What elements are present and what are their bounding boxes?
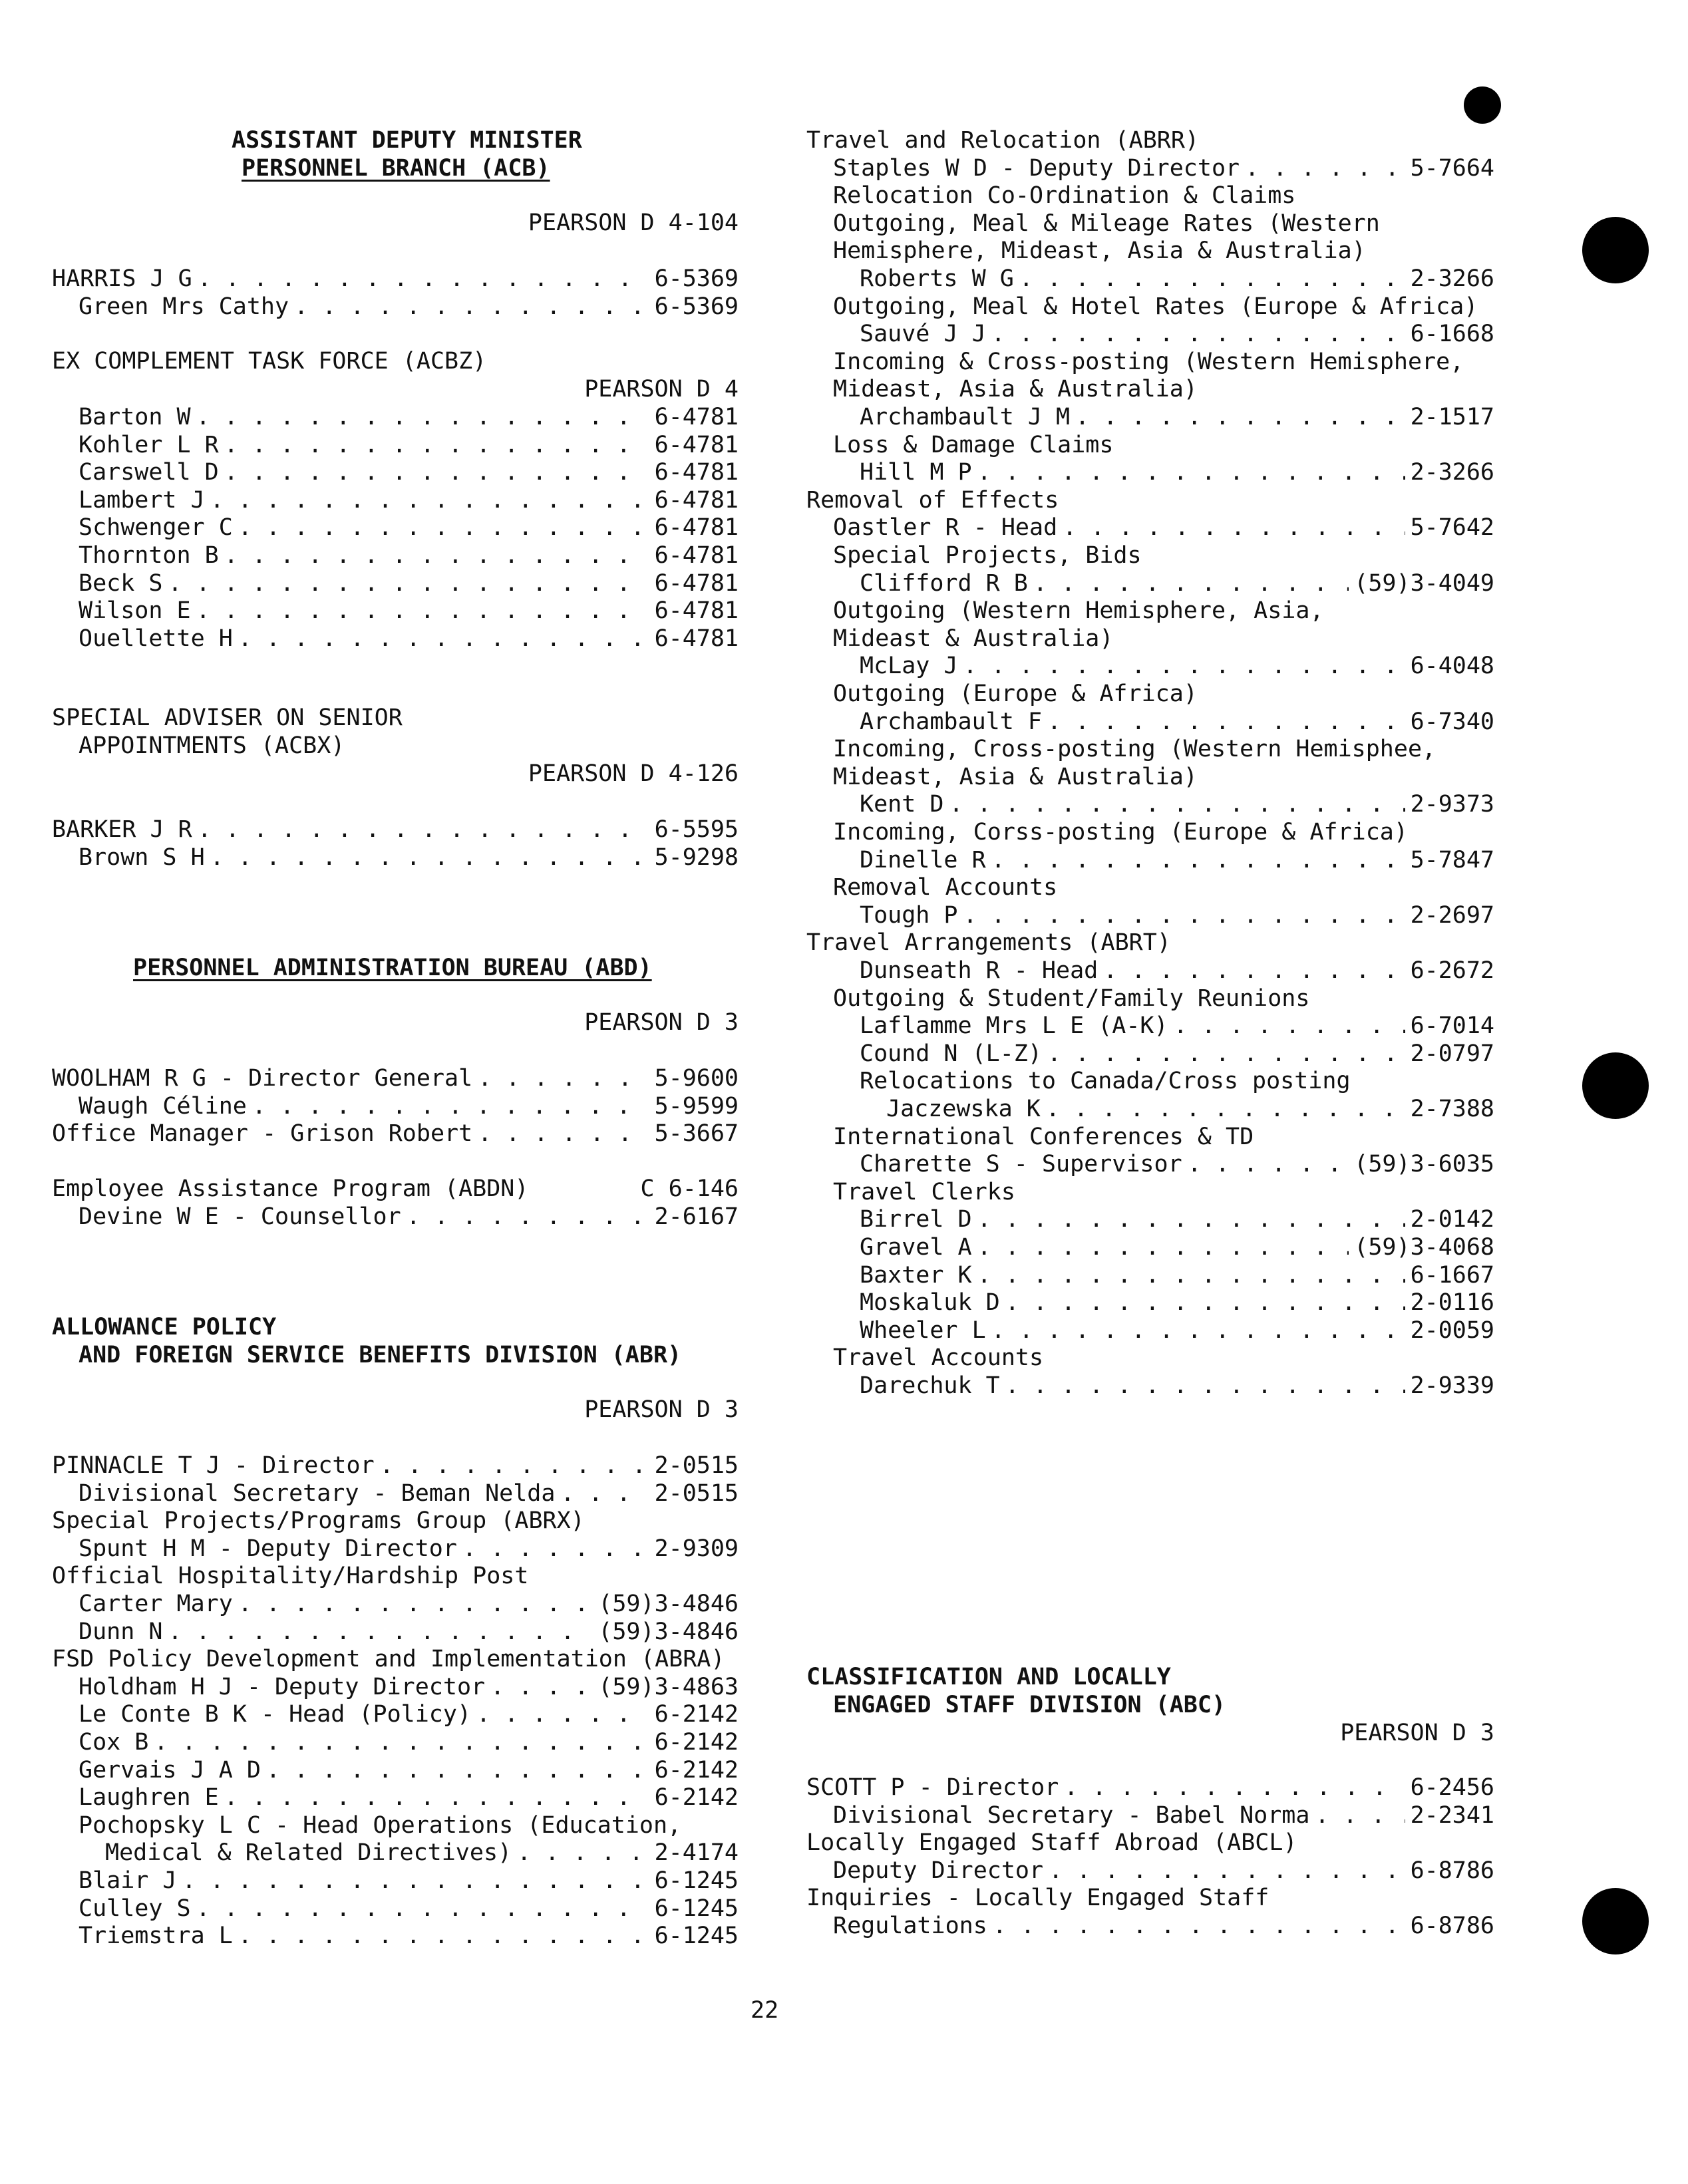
- abc-title-line-1: CLASSIFICATION AND LOCALLY: [806, 1664, 1171, 1690]
- adm-location: PEARSON D 4-104: [528, 210, 739, 236]
- entry-phone: 2-3266: [1410, 265, 1494, 292]
- entry-name: Divisional Secretary - Babel Norma: [833, 1801, 1310, 1829]
- eap-label: Employee Assistance Program (ABDN): [52, 1175, 529, 1202]
- sas-location: PEARSON D 4-126: [528, 760, 739, 787]
- entry-name: Clifford R B: [860, 569, 1028, 597]
- list-item: [860, 901, 1494, 929]
- binder-hole: [1582, 217, 1649, 283]
- entry-name: Inquiries - Locally Engaged Staff: [806, 1885, 1269, 1912]
- entry-name: BARKER J R: [52, 816, 192, 843]
- list-item: [806, 1884, 1494, 1912]
- list-item: [79, 1784, 739, 1811]
- entry-phone: (59)3-4049: [1354, 569, 1494, 597]
- abr-title-line-2: AND FOREIGN SERVICE BENEFITS DIVISION (ABR): [79, 1342, 682, 1368]
- eap-entry: [79, 1203, 739, 1231]
- entry-name: Gervais J A D: [79, 1756, 261, 1784]
- entry-name: Special Projects/Programs Group (ABRX): [52, 1507, 585, 1535]
- entry-name: McLay J: [860, 653, 958, 680]
- entry-name: Mideast, Asia & Australia): [833, 376, 1198, 403]
- entry-name: Dunn N: [79, 1618, 163, 1645]
- entry-phone: 2-0797: [1410, 1040, 1494, 1067]
- list-item: [860, 1317, 1494, 1344]
- list-item: [833, 625, 1494, 653]
- entry-name: Loss & Damage Claims: [833, 431, 1114, 458]
- list-item: [860, 265, 1494, 293]
- entry-name: Triemstra L: [79, 1923, 233, 1950]
- entry-phone: 6-1245: [654, 1923, 739, 1950]
- entry-phone: 6-2142: [654, 1701, 739, 1728]
- list-item: [79, 403, 739, 431]
- entry-phone: 2-6167: [654, 1203, 739, 1230]
- pab-location: PEARSON D 3: [584, 1009, 739, 1036]
- entry-phone: (59)3-4846: [598, 1618, 739, 1645]
- entry-phone: 5-9298: [654, 844, 739, 871]
- entry-name: Dinelle R: [860, 846, 986, 873]
- list-item: [79, 293, 739, 321]
- entry-phone: 2-9373: [1410, 791, 1494, 818]
- entry-name: Archambault J M: [860, 404, 1071, 430]
- entry-name: Outgoing, Meal & Mileage Rates (Western: [833, 210, 1380, 237]
- list-item: [79, 1673, 739, 1701]
- entry-phone: 6-1245: [654, 1895, 739, 1922]
- entry-name: Outgoing (Europe & Africa): [833, 681, 1198, 707]
- list-item: [79, 1618, 739, 1646]
- entry-name: Incoming, Corss-posting (Europe & Africa): [833, 819, 1408, 846]
- entry-name: Incoming, Cross-posting (Western Hemisphee,: [833, 736, 1436, 763]
- entry-name: Birrel D: [860, 1206, 972, 1233]
- entry-name: Green Mrs Cathy: [79, 293, 289, 320]
- entry-phone: 6-4781: [654, 625, 739, 652]
- entry-name: Jaczewska K: [886, 1096, 1041, 1122]
- list-item: [833, 514, 1494, 542]
- entry-name: Outgoing (Western Hemisphere, Asia,: [833, 597, 1324, 625]
- entry-name: Beck S: [79, 569, 163, 597]
- list-item: [833, 873, 1494, 901]
- entry-name: Hemisphere, Mideast, Asia & Australia): [833, 237, 1366, 265]
- list-item: [860, 403, 1494, 431]
- entry-name: Deputy Director: [833, 1857, 1044, 1884]
- entry-phone: 2-1517: [1410, 404, 1494, 430]
- abr-title-line-1: ALLOWANCE POLICY: [52, 1314, 277, 1340]
- entry-name: Thornton B: [79, 542, 219, 569]
- list-item: [860, 957, 1494, 985]
- page-number: 22: [751, 1997, 779, 2024]
- entry-name: Kohler L R: [79, 431, 219, 458]
- entry-phone: 5-7847: [1410, 846, 1494, 873]
- list-item: [860, 846, 1494, 874]
- left-column: [52, 0, 739, 1982]
- entry-phone: 6-1667: [1410, 1261, 1494, 1289]
- list-item: [79, 542, 739, 569]
- list-item: [833, 348, 1494, 376]
- entry-phone: 6-2142: [654, 1784, 739, 1811]
- right-column: [806, 0, 1494, 1982]
- entry-name: Blair J: [79, 1867, 177, 1894]
- entry-phone: 6-1668: [1410, 321, 1494, 348]
- entry-phone: 6-8786: [1410, 1857, 1494, 1884]
- entry-phone: 2-3266: [1410, 459, 1494, 486]
- entry-phone: 6-4781: [654, 569, 739, 597]
- entry-name: Divisional Secretary - Beman Nelda: [79, 1480, 556, 1507]
- abc-title-line-2: ENGAGED STAFF DIVISION (ABC): [833, 1692, 1226, 1718]
- entry-name: WOOLHAM R G - Director General: [52, 1065, 473, 1092]
- entry-phone: 2-0059: [1410, 1317, 1494, 1344]
- entry-name: Holdham H J - Deputy Director: [79, 1673, 486, 1700]
- list-item: [833, 375, 1494, 403]
- list-item: [79, 1728, 739, 1756]
- list-item: [833, 1801, 1494, 1829]
- list-item: [52, 816, 739, 844]
- binder-hole: [1464, 86, 1501, 124]
- list-item: [833, 985, 1494, 1013]
- list-item: [833, 1857, 1494, 1885]
- entry-name: Lambert J: [79, 486, 205, 514]
- list-item: [833, 210, 1494, 237]
- entry-phone: 6-4781: [654, 459, 739, 486]
- list-item: [860, 652, 1494, 680]
- list-item: [833, 293, 1494, 321]
- entry-phone: 6-1245: [654, 1867, 739, 1894]
- list-item: [79, 1480, 739, 1507]
- entry-name: FSD Policy Development and Implementation (ABRA): [52, 1646, 725, 1673]
- sas-title-line-2: APPOINTMENTS (ACBX): [79, 732, 345, 759]
- entry-phone: 6-4781: [654, 404, 739, 430]
- entry-phone: 6-5369: [654, 265, 739, 292]
- entry-name: Kent D: [860, 791, 944, 818]
- entry-name: Travel Arrangements (ABRT): [806, 929, 1171, 957]
- entry-phone: 5-7642: [1410, 514, 1494, 542]
- entry-name: Oastler R - Head: [833, 514, 1058, 542]
- list-item: [52, 1452, 739, 1480]
- list-item: [860, 569, 1494, 597]
- binder-hole: [1582, 1052, 1649, 1119]
- list-item: [52, 1645, 739, 1673]
- list-item: [860, 1012, 1494, 1040]
- entry-name: Darechuk T: [860, 1372, 1000, 1399]
- list-item: [79, 486, 739, 514]
- entry-name: Official Hospitality/Hardship Post: [52, 1563, 529, 1590]
- entry-name: Moskaluk D: [860, 1289, 1000, 1317]
- list-item: [860, 790, 1494, 818]
- list-item: [79, 514, 739, 542]
- list-item: [806, 929, 1494, 957]
- adm-title-line-2: PERSONNEL BRANCH (ACB): [242, 155, 550, 182]
- entry-phone: 6-4781: [654, 514, 739, 542]
- pab-title: PERSONNEL ADMINISTRATION BUREAU (ABD): [133, 955, 652, 981]
- entry-phone: 2-2341: [1410, 1801, 1494, 1829]
- list-item: [860, 1233, 1494, 1261]
- entry-name: Laflamme Mrs L E (A-K): [860, 1013, 1168, 1040]
- list-item: [79, 844, 739, 871]
- list-item: [860, 1040, 1494, 1068]
- sas-title-line-1: SPECIAL ADVISER ON SENIOR: [52, 704, 403, 731]
- entry-name: Baxter K: [860, 1261, 972, 1289]
- list-item: [79, 1535, 739, 1563]
- list-item: [52, 265, 739, 293]
- list-item: [833, 763, 1494, 791]
- list-item: [52, 1120, 739, 1148]
- entry-phone: 2-4174: [654, 1839, 739, 1867]
- list-item: [79, 1756, 739, 1784]
- entry-name: Removal Accounts: [833, 874, 1058, 901]
- entry-name: Incoming & Cross-posting (Western Hemisphere,: [833, 348, 1464, 375]
- entry-name: Wilson E: [79, 597, 191, 625]
- entry-name: Spunt H M - Deputy Director: [79, 1535, 457, 1562]
- list-item: [52, 1064, 739, 1092]
- entry-phone: 6-5595: [654, 816, 739, 843]
- entry-name: Cound N (L-Z): [860, 1040, 1042, 1067]
- list-item: [860, 320, 1494, 348]
- list-item: [833, 1123, 1494, 1151]
- entry-phone: 2-0116: [1410, 1289, 1494, 1317]
- excomp-title: EX COMPLEMENT TASK FORCE (ACBZ): [52, 348, 487, 375]
- entry-name: International Conferences & TD: [833, 1123, 1254, 1150]
- entry-name: Mideast, Asia & Australia): [833, 763, 1198, 790]
- entry-name: Removal of Effects: [806, 486, 1059, 514]
- list-item: [79, 625, 739, 653]
- list-item: [860, 1289, 1494, 1317]
- list-item: [860, 1261, 1494, 1289]
- list-item: [79, 1700, 739, 1728]
- entry-name: Devine W E - Counsellor: [79, 1203, 401, 1230]
- entry-name: Cox B: [79, 1729, 149, 1756]
- entry-name: Dunseath R - Head: [860, 957, 1098, 984]
- entry-phone: (59)3-6035: [1354, 1151, 1494, 1178]
- list-item: [860, 458, 1494, 486]
- entry-name: Brown S H: [79, 844, 205, 871]
- excomp-location: PEARSON D 4: [584, 376, 739, 402]
- binder-hole: [1582, 1888, 1649, 1954]
- abc-location: PEARSON D 3: [1340, 1720, 1494, 1746]
- entry-phone: 2-7388: [1410, 1096, 1494, 1122]
- list-item: [833, 182, 1494, 210]
- list-item: [860, 1067, 1494, 1095]
- entry-name: Archambault F: [860, 708, 1042, 735]
- entry-phone: 6-4781: [654, 542, 739, 569]
- entry-name: Waugh Céline: [79, 1092, 247, 1120]
- entry-name: Relocation Co-Ordination & Claims: [833, 182, 1296, 210]
- list-item: [52, 1562, 739, 1590]
- entry-phone: 6-2142: [654, 1756, 739, 1784]
- entry-name: Mideast & Australia): [833, 625, 1114, 652]
- list-item: [833, 154, 1494, 182]
- entry-phone: 5-9599: [654, 1092, 739, 1120]
- list-item: [79, 1922, 739, 1950]
- entry-phone: 6-4048: [1410, 653, 1494, 680]
- entry-phone: 6-4781: [654, 597, 739, 625]
- list-item: [79, 1590, 739, 1618]
- entry-name: Staples W D - Deputy Director: [833, 154, 1240, 182]
- abr-location: PEARSON D 3: [584, 1396, 739, 1423]
- list-item: [833, 1344, 1494, 1372]
- entry-name: Travel Clerks: [833, 1178, 1015, 1205]
- eap-location: C 6-146: [640, 1175, 739, 1202]
- entry-name: Tough P: [860, 901, 958, 929]
- entry-phone: 2-9339: [1410, 1372, 1494, 1399]
- entry-phone: 6-4781: [654, 431, 739, 458]
- entry-name: PINNACLE T J - Director: [52, 1452, 375, 1479]
- entry-phone: 2-2697: [1410, 901, 1494, 929]
- entry-name: Regulations: [833, 1913, 987, 1939]
- entry-phone: 6-8786: [1410, 1913, 1494, 1939]
- entry-phone: (59)3-4863: [598, 1673, 739, 1700]
- entry-name: Office Manager - Grison Robert: [52, 1120, 473, 1148]
- adm-title-line-1: ASSISTANT DEPUTY MINISTER: [232, 127, 582, 154]
- entry-name: Schwenger C: [79, 514, 233, 542]
- list-item: [860, 708, 1494, 736]
- entry-name: HARRIS J G: [52, 265, 192, 292]
- entry-name: Outgoing, Meal & Hotel Rates (Europe & Africa): [833, 293, 1478, 320]
- list-item: [79, 1092, 739, 1120]
- entry-phone: 6-2672: [1410, 957, 1494, 984]
- entry-name: Ouellette H: [79, 625, 233, 652]
- list-item: [79, 458, 739, 486]
- entry-phone: 5-3667: [654, 1120, 739, 1148]
- entry-name: Pochopsky L C - Head Operations (Education,: [79, 1811, 682, 1839]
- entry-phone: 6-7014: [1410, 1013, 1494, 1040]
- list-item: [833, 237, 1494, 265]
- list-item: [833, 1912, 1494, 1940]
- entry-phone: 2-9309: [654, 1535, 739, 1562]
- entry-phone: 6-5369: [654, 293, 739, 320]
- entry-name: SCOTT P - Director: [806, 1774, 1059, 1801]
- list-item: [79, 597, 739, 625]
- entry-name: Carswell D: [79, 459, 219, 486]
- entry-name: Roberts W G: [860, 265, 1014, 292]
- entry-name: Travel Accounts: [833, 1344, 1044, 1372]
- entry-name: Barton W: [79, 404, 191, 430]
- entry-name: Charette S - Supervisor: [860, 1151, 1182, 1178]
- list-item: [833, 431, 1494, 459]
- entry-name: Gravel A: [860, 1234, 972, 1261]
- list-item: [833, 1178, 1494, 1206]
- list-item: [806, 1829, 1494, 1857]
- entry-name: Sauvé J J: [860, 321, 986, 348]
- entry-name: Culley S: [79, 1895, 191, 1922]
- entry-phone: 2-0515: [654, 1452, 739, 1479]
- list-item: [833, 680, 1494, 708]
- list-item: [79, 1867, 739, 1895]
- entry-phone: 6-7340: [1410, 708, 1494, 735]
- entry-name: Travel and Relocation (ABRR): [806, 127, 1200, 154]
- list-item: [833, 542, 1494, 569]
- entry-phone: 5-9600: [654, 1065, 739, 1092]
- list-item: [79, 1811, 739, 1839]
- entry-name: Carter Mary: [79, 1591, 233, 1617]
- entry-phone: 2-0142: [1410, 1206, 1494, 1233]
- list-item: [105, 1839, 739, 1867]
- list-item: [79, 431, 739, 459]
- entry-name: Laughren E: [79, 1784, 219, 1811]
- entry-name: Wheeler L: [860, 1317, 986, 1344]
- list-item: [886, 1095, 1494, 1123]
- entry-phone: (59)3-4846: [598, 1591, 739, 1617]
- list-item: [860, 1372, 1494, 1400]
- entry-name: Special Projects, Bids: [833, 542, 1142, 569]
- entry-name: Medical & Related Directives): [105, 1839, 512, 1867]
- entry-name: Hill M P: [860, 459, 972, 486]
- entry-phone: 5-7664: [1410, 154, 1494, 182]
- entry-phone: (59)3-4068: [1354, 1234, 1494, 1261]
- entry-name: Locally Engaged Staff Abroad (ABCL): [806, 1829, 1297, 1857]
- entry-phone: 6-2456: [1410, 1774, 1494, 1801]
- entry-name: Outgoing & Student/Family Reunions: [833, 985, 1310, 1012]
- list-item: [79, 569, 739, 597]
- entry-name: Le Conte B K - Head (Policy): [79, 1701, 472, 1728]
- list-item: [833, 735, 1494, 763]
- list-item: [833, 597, 1494, 625]
- entry-phone: 6-4781: [654, 486, 739, 514]
- entry-name: Relocations to Canada/Cross posting: [860, 1068, 1351, 1095]
- list-item: [860, 1150, 1494, 1178]
- list-item: [52, 1507, 739, 1535]
- list-item: [833, 818, 1494, 846]
- list-item: [79, 1895, 739, 1923]
- entry-phone: 2-0515: [654, 1480, 739, 1507]
- list-item: [806, 1774, 1494, 1801]
- list-item: [806, 486, 1494, 514]
- list-item: [860, 1205, 1494, 1233]
- list-item: [806, 126, 1494, 154]
- entry-phone: 6-2142: [654, 1729, 739, 1756]
